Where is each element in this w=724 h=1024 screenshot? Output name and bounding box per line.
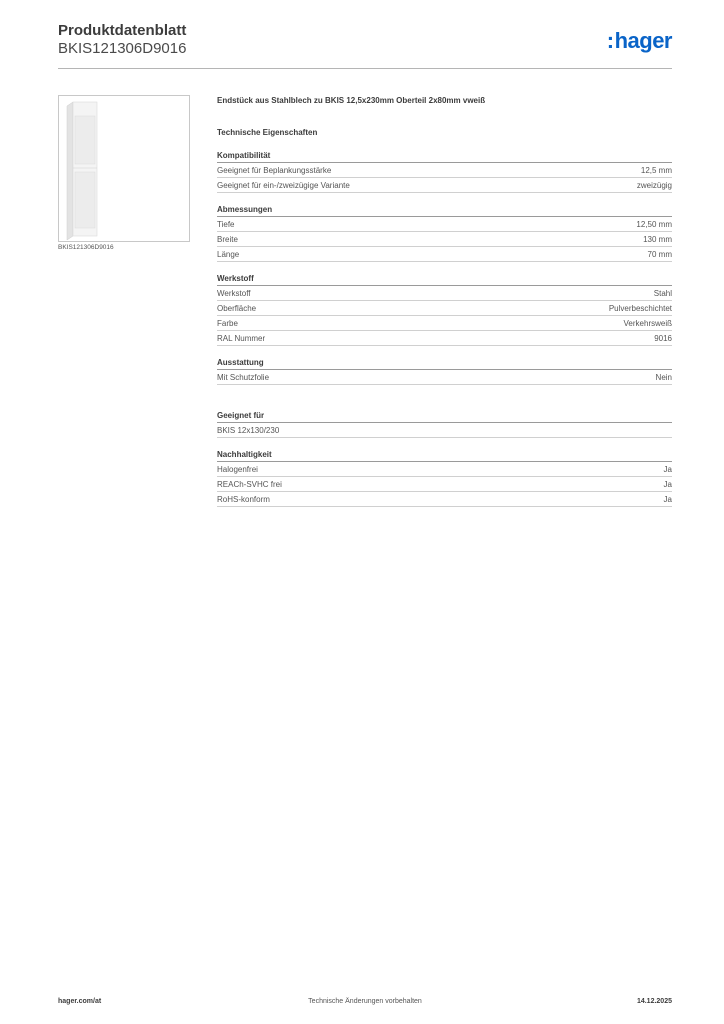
- spec-label: Länge: [217, 250, 240, 259]
- section-geeignet: [217, 411, 672, 438]
- spec-value: 12,5 mm: [640, 166, 672, 175]
- spec-row: [217, 301, 672, 316]
- article-number: BKIS121306D9016: [58, 40, 187, 57]
- spec-value: Stahl: [653, 289, 672, 298]
- footer-date: 14.12.2025: [636, 998, 672, 1005]
- section-title: Geeignet für: [217, 411, 672, 423]
- tech-heading: Technische Eigenschaften: [217, 128, 318, 137]
- section-title: Werkstoff: [217, 274, 672, 286]
- spec-label: Geeignet für ein-/zweizügige Variante: [217, 181, 350, 190]
- spec-row: [217, 163, 672, 178]
- spec-label: Farbe: [217, 319, 238, 328]
- spec-content: [217, 96, 672, 519]
- spec-label: REACh-SVHC frei: [217, 480, 282, 489]
- spec-row: [217, 462, 672, 477]
- spec-row: [217, 232, 672, 247]
- section-nachhaltigkeit: [217, 450, 672, 507]
- spec-label: Halogenfrei: [217, 465, 258, 474]
- logo-text: hager: [614, 28, 672, 53]
- image-caption: BKIS121306D9016: [58, 244, 114, 251]
- spec-row: [217, 178, 672, 193]
- footer-website-link[interactable]: hager.com/at: [58, 998, 102, 1005]
- section-ausstattung: [217, 358, 672, 385]
- spec-row: [217, 286, 672, 301]
- footer-notice: Technische Änderungen vorbehalten: [308, 998, 422, 1005]
- section-title: Ausstattung: [217, 358, 672, 370]
- spec-label: Oberfläche: [217, 304, 257, 313]
- spec-row: [217, 492, 672, 507]
- spec-label: RoHS-konform: [217, 495, 270, 504]
- spec-row: [217, 217, 672, 232]
- page-title: Produktdatenblatt: [58, 22, 187, 39]
- spec-label: Werkstoff: [217, 289, 251, 298]
- spec-row: [217, 370, 672, 385]
- spec-label: BKIS 12x130/230: [217, 426, 280, 435]
- page-header: [58, 22, 672, 68]
- section-title: Nachhaltigkeit: [217, 450, 672, 462]
- spec-value: 12,50 mm: [636, 220, 672, 229]
- spec-label: Mit Schutzfolie: [217, 373, 270, 382]
- hager-logo: [607, 28, 672, 54]
- spec-row: [217, 477, 672, 492]
- spec-value: Ja: [663, 480, 672, 489]
- spec-value: Pulverbeschichtet: [608, 304, 672, 313]
- spec-row: [217, 423, 672, 438]
- spec-value: zweizügig: [636, 181, 672, 190]
- spec-row: [217, 247, 672, 262]
- spec-row: [217, 316, 672, 331]
- section-kompatibilitaet: [217, 151, 672, 193]
- spec-value: 70 mm: [647, 250, 672, 259]
- section-title: Abmessungen: [217, 205, 672, 217]
- section-abmessungen: [217, 205, 672, 262]
- product-illustration: [59, 96, 189, 241]
- spec-value: 9016: [654, 334, 672, 343]
- spec-value: Ja: [663, 495, 672, 504]
- header-divider: [58, 68, 672, 69]
- spec-label: Tiefe: [217, 220, 235, 229]
- spec-label: Breite: [217, 235, 238, 244]
- spec-value: Ja: [663, 465, 672, 474]
- section-werkstoff: [217, 274, 672, 346]
- spec-row: [217, 331, 672, 346]
- spec-label: Geeignet für Beplankungsstärke: [217, 166, 332, 175]
- spec-label: RAL Nummer: [217, 334, 266, 343]
- product-description: Endstück aus Stahlblech zu BKIS 12,5x230mm Oberteil 2x80mm vweiß: [217, 96, 486, 105]
- section-spacer: [217, 397, 672, 411]
- logo-prefix: :: [606, 28, 614, 53]
- spec-value: Verkehrsweiß: [623, 319, 672, 328]
- product-image: [58, 95, 190, 242]
- spec-value: 130 mm: [643, 235, 672, 244]
- spec-value: Nein: [655, 373, 672, 382]
- section-title: Kompatibilität: [217, 151, 672, 163]
